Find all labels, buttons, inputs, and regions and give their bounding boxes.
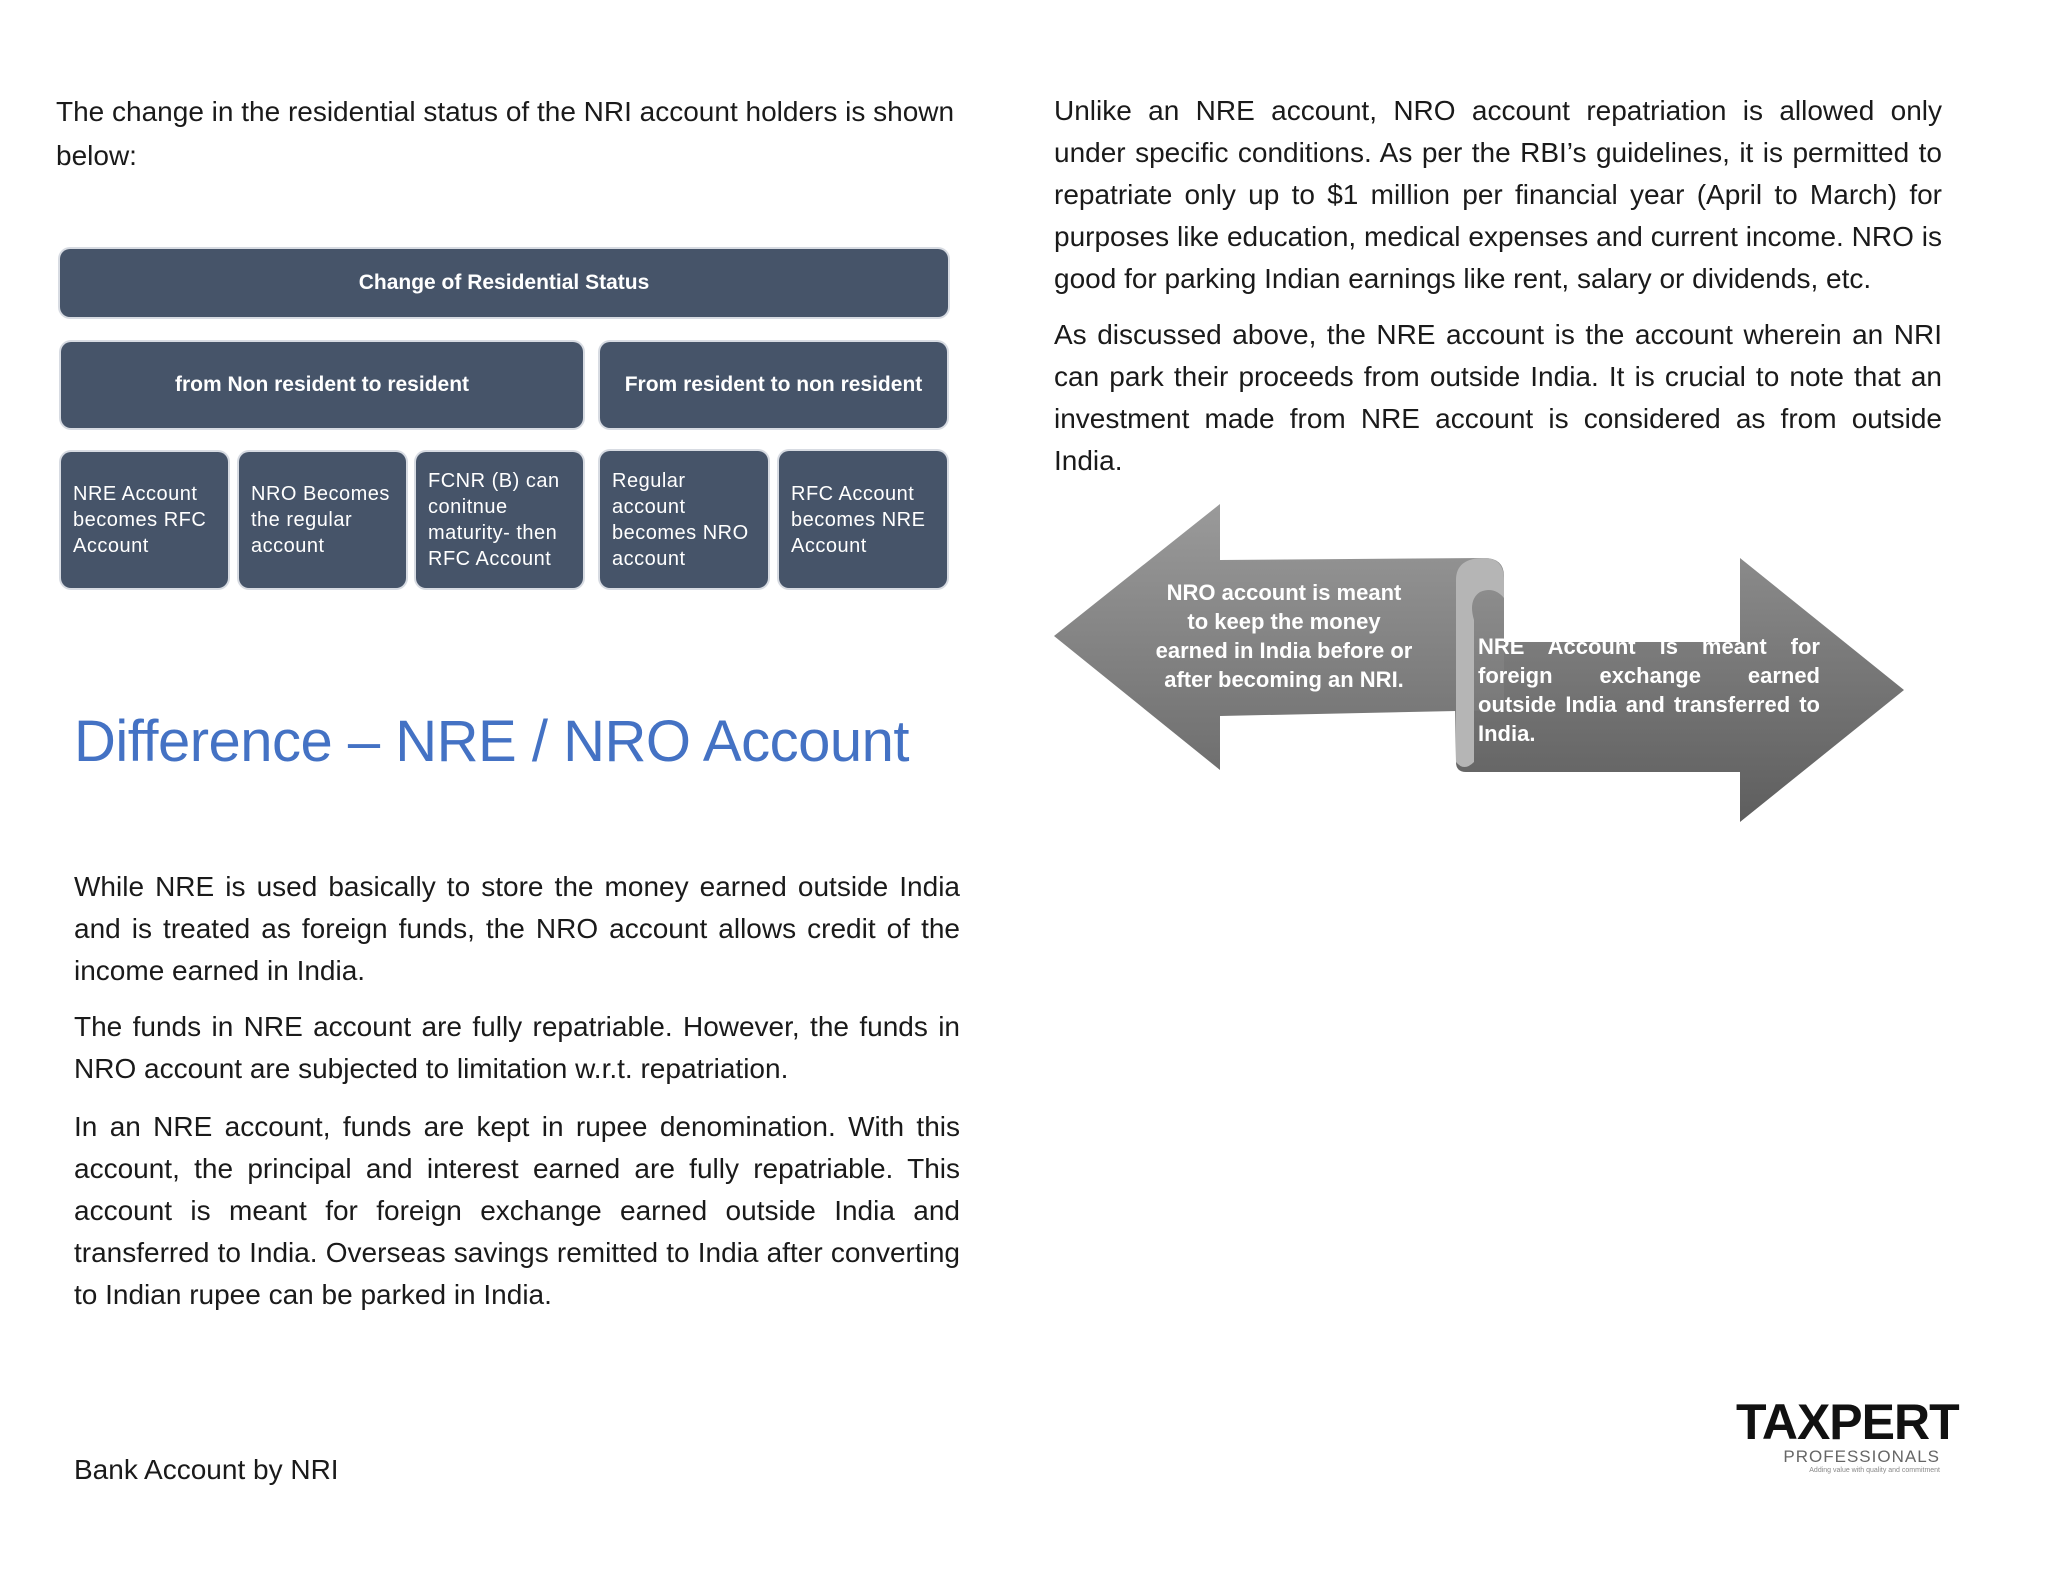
nro-nre-arrows-graphic [1054,500,1904,830]
diagram-item-box [416,452,583,588]
diagram-item-box [61,452,228,588]
diagram-title-box [60,249,948,317]
section-heading: Difference – NRE / NRO Account [74,709,909,774]
footer-text: Bank Account by NRI [74,1454,339,1485]
logo-brand [1736,1394,1959,1450]
diagram-item-label: FCNR (B) can conitnue maturity- then RFC Account [428,470,560,570]
intro-paragraph: The change in the residential status of the NRI account holders is shown below: [56,96,955,171]
group-label: from Non resident to resident [174,373,470,396]
group-box-to-resident [61,342,583,428]
group-label: From resident to non resident [624,373,923,396]
nre-arrow-text: NRE Account is meant for foreign exchange earned outside India and transferred to India. [1478,634,1820,746]
group-box-to-non-resident [600,342,947,428]
body-paragraph: As discussed above, the NRE account is the account wherein an NRI can park their proceeds from outside India. It is crucial to note that an investment made from NRE account is considered as from outside India. [1054,319,1942,476]
diagram-item-label: NRO Becomes the regular account [251,483,390,557]
diagram-item-label: Regular account becomes NRO account [612,469,749,570]
body-paragraph: Unlike an NRE account, NRO account repatriation is allowed only under specific conditions. As per the RBI’s guidelines, it is permitted to repatriate only up to $1 million per financial year (April to March) for purposes like education, medical expenses and current income. NRO is good for parking Indian earnings like rent, salary or dividends, etc. [1054,95,1942,294]
body-paragraph: In an NRE account, funds are kept in rupee denomination. With this account, the principal and interest earned are fully repatriable. This account is meant for foreign exchange earned outside India and transferred to India. Overseas savings remitted to India after converting to Indian rupee can be parked in India. [74,1111,960,1310]
diagram-title: Change of Residential Status [358,271,650,294]
nro-arrow-text: NRO account is meant to keep the money earned in India before or after becoming an NRI. [1155,580,1413,692]
diagram-item-box [779,451,947,588]
body-paragraph: While NRE is used basically to store the money earned outside India and is treated as foreign funds, the NRO account allows credit of the income earned in India. [74,871,960,986]
diagram-item-box [600,451,768,588]
diagram-item-box [239,452,406,588]
logo-sub: PROFESSIONALS [1783,1447,1940,1466]
logo-brand-text: TAXPERT [1736,1394,1959,1450]
taxpert-logo [1736,1394,1959,1486]
diagram-item-label: NRE Account becomes RFC Account [73,483,207,557]
body-paragraph: The funds in NRE account are fully repatriable. However, the funds in NRO account are subjected to limitation w.r.t. repatriation. [74,1011,960,1084]
logo-tagline: Adding value with quality and commitment [1809,1467,1940,1474]
diagram-item-label: RFC Account becomes NRE Account [791,482,926,557]
